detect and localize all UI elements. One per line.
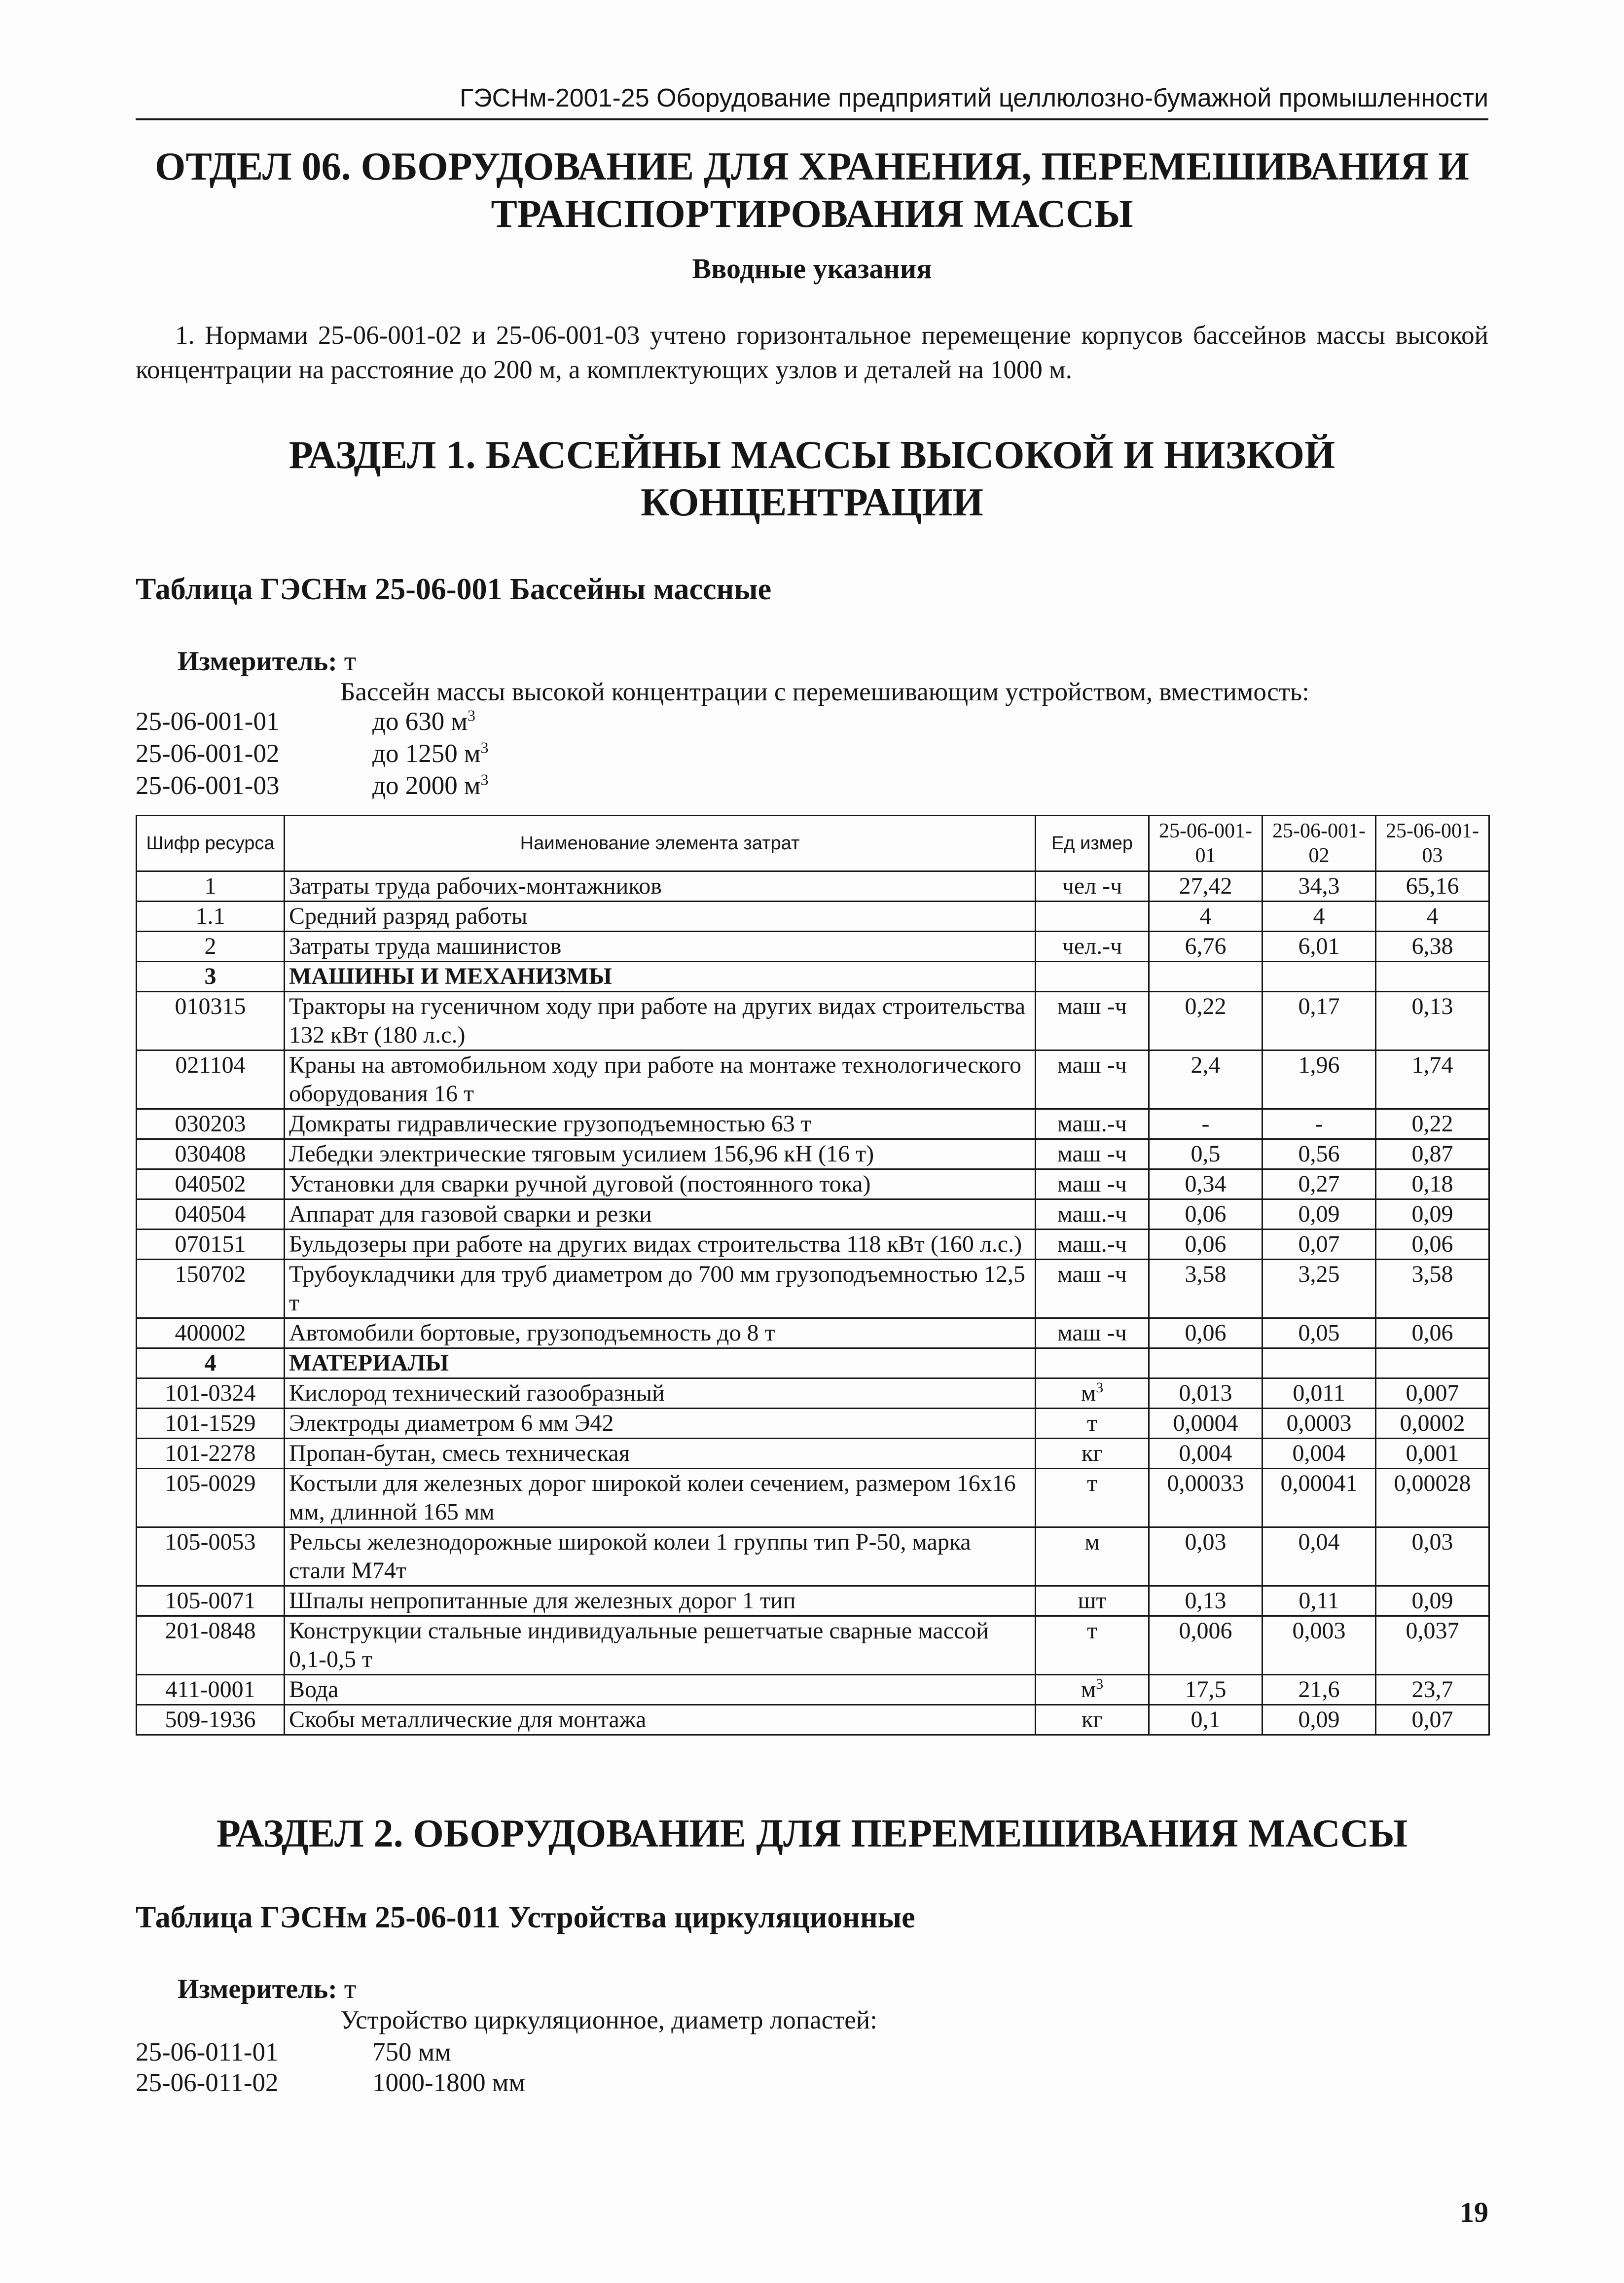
- resource-code: 105-0071: [137, 1586, 285, 1616]
- resource-code: 030203: [137, 1109, 285, 1139]
- table-row: [137, 1230, 1489, 1260]
- value-col2: 0,17: [1263, 992, 1376, 1051]
- resource-name: МАТЕРИАЛЫ: [285, 1348, 1036, 1378]
- unit-text: маш.-ч: [1057, 1231, 1127, 1257]
- norm-code: 25-06-001-03: [136, 771, 280, 800]
- value-col3: 0,09: [1376, 1199, 1489, 1230]
- resource-name: Аппарат для газовой сварки и резки: [285, 1199, 1036, 1230]
- unit-text: м: [1081, 1676, 1096, 1703]
- resource-name: Конструкции стальные индивидуальные решетчатые сварные массой 0,1-0,5 т: [285, 1616, 1036, 1675]
- header-col2: 25-06-001-02: [1263, 816, 1376, 871]
- value-col1: 0,006: [1149, 1616, 1263, 1675]
- table-row: [137, 1469, 1489, 1527]
- value-col2: 0,56: [1263, 1139, 1376, 1169]
- resource-name: МАШИНЫ И МЕХАНИЗМЫ: [285, 962, 1036, 992]
- resource-unit: [1036, 1705, 1149, 1735]
- table1-code-row: [136, 770, 1122, 801]
- value-col3: 0,07: [1376, 1705, 1489, 1735]
- value-col3: 0,22: [1376, 1109, 1489, 1139]
- resource-unit: [1036, 1139, 1149, 1169]
- unit-text: маш -ч: [1057, 1052, 1127, 1078]
- resource-unit: [1036, 1616, 1149, 1675]
- table-row: [137, 902, 1489, 932]
- unit-text: маш -ч: [1057, 1320, 1127, 1346]
- unit-text: маш.-ч: [1057, 1111, 1127, 1137]
- value-col3: 65,16: [1376, 871, 1489, 902]
- resource-code: 2: [137, 932, 285, 962]
- unit-text: кг: [1081, 1440, 1103, 1466]
- resource-code: 010315: [137, 992, 285, 1051]
- unit-text: кг: [1081, 1706, 1103, 1733]
- resource-code: 1: [137, 871, 285, 902]
- resource-unit: [1036, 932, 1149, 962]
- value-col2: 0,0003: [1263, 1409, 1376, 1439]
- resource-unit: [1036, 902, 1149, 932]
- resource-code: 021104: [137, 1051, 285, 1109]
- resource-name: Бульдозеры при работе на других видах строительства 118 кВт (160 л.с.): [285, 1230, 1036, 1260]
- value-col2: 0,00041: [1263, 1469, 1376, 1527]
- unit-text: м: [1081, 1380, 1096, 1406]
- value-col1: 6,76: [1149, 932, 1263, 962]
- table-row: [137, 1616, 1489, 1675]
- resource-unit: [1036, 1318, 1149, 1348]
- value-col3: 0,037: [1376, 1616, 1489, 1675]
- value-col2: 3,25: [1263, 1260, 1376, 1318]
- value-col1: 4: [1149, 902, 1263, 932]
- table-body: [137, 871, 1489, 1735]
- norm-code: 25-06-011-02: [136, 2068, 279, 2097]
- unit-text: т: [1087, 1410, 1097, 1436]
- table-row: [137, 1051, 1489, 1109]
- resource-unit: [1036, 1109, 1149, 1139]
- norm-code: 25-06-001-01: [136, 707, 280, 736]
- unit-text: маш -ч: [1057, 1261, 1127, 1287]
- value-col2: 1,96: [1263, 1051, 1376, 1109]
- value-col2: 0,05: [1263, 1318, 1376, 1348]
- norm-code: 25-06-011-01: [136, 2038, 279, 2066]
- resource-name: Краны на автомобильном ходу при работе на монтаже технологического оборудования 16 т: [285, 1051, 1036, 1109]
- table-row: [137, 992, 1489, 1051]
- resource-unit: [1036, 962, 1149, 992]
- value-col1: 0,00033: [1149, 1469, 1263, 1527]
- resource-code: 101-2278: [137, 1439, 285, 1469]
- value-col2: 0,04: [1263, 1527, 1376, 1586]
- table-row: [137, 871, 1489, 902]
- resource-name: Автомобили бортовые, грузоподъемность до 8 т: [285, 1318, 1036, 1348]
- value-col2: [1263, 1348, 1376, 1378]
- resource-name: Домкраты гидравлические грузоподъемностью 63 т: [285, 1109, 1036, 1139]
- value-col3: 0,00028: [1376, 1469, 1489, 1527]
- norm-value: 1000-1800 мм: [372, 2068, 525, 2097]
- resource-unit: [1036, 1260, 1149, 1318]
- value-col1: 0,22: [1149, 992, 1263, 1051]
- value-col3: 0,06: [1376, 1230, 1489, 1260]
- value-col1: 0,5: [1149, 1139, 1263, 1169]
- resource-name: Лебедки электрические тяговым усилием 156,96 кН (16 т): [285, 1139, 1036, 1169]
- department-title: ОТДЕЛ 06. ОБОРУДОВАНИЕ ДЛЯ ХРАНЕНИЯ, ПЕРЕМЕШИВАНИЯ И ТРАНСПОРТИРОВАНИЯ МАССЫ: [155, 145, 1469, 236]
- value-col2: 0,011: [1263, 1378, 1376, 1409]
- unit-superscript: 3: [480, 770, 489, 789]
- table1-measurer: [178, 645, 356, 678]
- table2-description: Устройство циркуляционное, диаметр лопастей:: [340, 2006, 877, 2034]
- resource-name: Электроды диаметром 6 мм Э42: [285, 1409, 1036, 1439]
- measurer-value: т: [344, 1974, 357, 2004]
- resource-unit: [1036, 871, 1149, 902]
- resource-name: Трубоукладчики для труб диаметром до 700 мм грузоподъемностью 12,5 т: [285, 1260, 1036, 1318]
- value-col1: 0,34: [1149, 1169, 1263, 1199]
- table-header-row: [137, 816, 1489, 871]
- table-row: [137, 1527, 1489, 1586]
- resource-code: 105-0029: [137, 1469, 285, 1527]
- value-col2: 21,6: [1263, 1675, 1376, 1705]
- unit-text: чел -ч: [1062, 873, 1122, 899]
- value-col1: 0,06: [1149, 1318, 1263, 1348]
- value-col3: [1376, 1348, 1489, 1378]
- value-col2: 0,07: [1263, 1230, 1376, 1260]
- value-col3: 0,0002: [1376, 1409, 1489, 1439]
- resource-unit: [1036, 992, 1149, 1051]
- value-col3: 0,001: [1376, 1439, 1489, 1469]
- unit-superscript: 3: [480, 738, 489, 757]
- value-col1: [1149, 1348, 1263, 1378]
- table-row: [137, 1675, 1489, 1705]
- header-unit: Ед измер: [1036, 816, 1149, 871]
- unit-text: шт: [1078, 1588, 1107, 1614]
- resource-code: 3: [137, 962, 285, 992]
- intro-text: 1. Нормами 25-06-001-02 и 25-06-001-03 учтено горизонтальное перемещение корпусов бассейнов массы высокой концентрации на расстояние до 200 м, а комплектующих узлов и деталей на 1000 м.: [136, 321, 1488, 384]
- resource-code: 400002: [137, 1318, 285, 1348]
- unit-text: маш.-ч: [1057, 1201, 1127, 1227]
- resource-code: 070151: [137, 1230, 285, 1260]
- value-col1: 17,5: [1149, 1675, 1263, 1705]
- value-col3: 0,09: [1376, 1586, 1489, 1616]
- table-row: [137, 1586, 1489, 1616]
- resource-code: 150702: [137, 1260, 285, 1318]
- table-row: [137, 1109, 1489, 1139]
- value-col2: 0,27: [1263, 1169, 1376, 1199]
- table1-description: Бассейн массы высокой концентрации с перемешивающим устройством, вместимость:: [340, 678, 1309, 706]
- resource-code: 1.1: [137, 902, 285, 932]
- table-row: [137, 1169, 1489, 1199]
- value-col3: 0,03: [1376, 1527, 1489, 1586]
- value-col2: 0,004: [1263, 1439, 1376, 1469]
- measurer-label: Измеритель:: [178, 646, 337, 677]
- value-col1: -: [1149, 1109, 1263, 1139]
- unit-superscript: 3: [468, 706, 476, 725]
- resource-code: 040504: [137, 1199, 285, 1230]
- value-col1: 3,58: [1149, 1260, 1263, 1318]
- value-col3: 0,13: [1376, 992, 1489, 1051]
- header-code: Шифр ресурса: [137, 816, 285, 871]
- value-col3: 3,58: [1376, 1260, 1489, 1318]
- table1-title: Таблица ГЭСНм 25-06-001 Бассейны массные: [136, 573, 772, 606]
- resource-name: Пропан-бутан, смесь техническая: [285, 1439, 1036, 1469]
- page-number: 19: [1460, 2196, 1488, 2228]
- value-col2: -: [1263, 1109, 1376, 1139]
- resource-name: Костыли для железных дорог широкой колеи сечением, размером 16х16 мм, длинной 165 мм: [285, 1469, 1036, 1527]
- resource-name: Затраты труда машинистов: [285, 932, 1036, 962]
- section2-title: РАЗДЕЛ 2. ОБОРУДОВАНИЕ ДЛЯ ПЕРЕМЕШИВАНИЯ МАССЫ: [216, 1812, 1408, 1855]
- section1-title: РАЗДЕЛ 1. БАССЕЙНЫ МАССЫ ВЫСОКОЙ И НИЗКОЙ КОНЦЕНТРАЦИИ: [289, 434, 1335, 524]
- value-col2: 0,003: [1263, 1616, 1376, 1675]
- value-col3: 0,007: [1376, 1378, 1489, 1409]
- measurer-label: Измеритель:: [178, 1974, 337, 2004]
- value-col3: [1376, 962, 1489, 992]
- value-col1: 0,004: [1149, 1439, 1263, 1469]
- resource-name: Установки для сварки ручной дуговой (постоянного тока): [285, 1169, 1036, 1199]
- value-col2: 0,11: [1263, 1586, 1376, 1616]
- unit-superscript: 3: [1096, 1379, 1104, 1396]
- intro-heading: Вводные указания: [692, 253, 932, 285]
- header-col3: 25-06-001-03: [1376, 816, 1489, 871]
- value-col2: 0,09: [1263, 1199, 1376, 1230]
- value-col1: 27,42: [1149, 871, 1263, 902]
- resource-unit: [1036, 1199, 1149, 1230]
- value-col2: 0,09: [1263, 1705, 1376, 1735]
- resource-name: Вода: [285, 1675, 1036, 1705]
- resource-name: Скобы металлические для монтажа: [285, 1705, 1036, 1735]
- table-row: [137, 1199, 1489, 1230]
- resource-name: Кислород технический газообразный: [285, 1378, 1036, 1409]
- table1-code-row: [136, 738, 1122, 769]
- table2-code-row: [136, 2067, 1122, 2098]
- value-col1: 0,1: [1149, 1705, 1263, 1735]
- resource-unit: [1036, 1409, 1149, 1439]
- resource-code: 101-1529: [137, 1409, 285, 1439]
- value-col1: 0,06: [1149, 1199, 1263, 1230]
- running-header: ГЭСНм-2001-25 Оборудование предприятий целлюлозно-бумажной промышленности: [136, 83, 1488, 120]
- norm-value: до 630 м: [372, 707, 468, 736]
- value-col2: [1263, 962, 1376, 992]
- resource-code: 509-1936: [137, 1705, 285, 1735]
- resource-unit: [1036, 1051, 1149, 1109]
- table-row: [137, 1260, 1489, 1318]
- resource-code: 101-0324: [137, 1378, 285, 1409]
- value-col3: 0,06: [1376, 1318, 1489, 1348]
- table-row: [137, 1139, 1489, 1169]
- value-col3: 1,74: [1376, 1051, 1489, 1109]
- resource-unit: [1036, 1586, 1149, 1616]
- value-col1: 0,06: [1149, 1230, 1263, 1260]
- value-col1: 0,013: [1149, 1378, 1263, 1409]
- value-col1: 2,4: [1149, 1051, 1263, 1109]
- table-row: [137, 1378, 1489, 1409]
- table-row: [137, 1318, 1489, 1348]
- resource-code: 4: [137, 1348, 285, 1378]
- value-col1: [1149, 962, 1263, 992]
- resource-unit: [1036, 1169, 1149, 1199]
- value-col1: 0,03: [1149, 1527, 1263, 1586]
- value-col1: 0,0004: [1149, 1409, 1263, 1439]
- unit-text: маш -ч: [1057, 1141, 1127, 1167]
- unit-superscript: 3: [1096, 1676, 1104, 1692]
- table-row: [137, 932, 1489, 962]
- resource-code: 411-0001: [137, 1675, 285, 1705]
- table-group-row: [137, 1348, 1489, 1378]
- table-row: [137, 1409, 1489, 1439]
- resource-name: Средний разряд работы: [285, 902, 1036, 932]
- header-col1: 25-06-001-01: [1149, 816, 1263, 871]
- value-col2: 4: [1263, 902, 1376, 932]
- resource-unit: [1036, 1527, 1149, 1586]
- resource-name: Затраты труда рабочих-монтажников: [285, 871, 1036, 902]
- norm-value: 750 мм: [372, 2038, 451, 2066]
- unit-text: т: [1087, 1470, 1097, 1496]
- norm-value: до 1250 м: [372, 739, 481, 768]
- unit-text: чел.-ч: [1062, 933, 1122, 959]
- value-col3: 6,38: [1376, 932, 1489, 962]
- resource-unit: [1036, 1469, 1149, 1527]
- value-col3: 23,7: [1376, 1675, 1489, 1705]
- value-col2: 6,01: [1263, 932, 1376, 962]
- value-col3: 0,18: [1376, 1169, 1489, 1199]
- resource-code: 040502: [137, 1169, 285, 1199]
- resource-unit: [1036, 1348, 1149, 1378]
- unit-text: м: [1084, 1529, 1100, 1555]
- unit-text: маш -ч: [1057, 1171, 1127, 1197]
- measurer-value: т: [344, 646, 357, 677]
- header-name: Наименование элемента затрат: [285, 816, 1036, 871]
- resource-unit: [1036, 1675, 1149, 1705]
- resource-name: Рельсы железнодорожные широкой колеи 1 группы тип Р-50, марка стали М74т: [285, 1527, 1036, 1586]
- unit-text: маш -ч: [1057, 993, 1127, 1019]
- resource-code: 105-0053: [137, 1527, 285, 1586]
- value-col2: 34,3: [1263, 871, 1376, 902]
- norm-code: 25-06-001-02: [136, 739, 280, 768]
- resource-code: 201-0848: [137, 1616, 285, 1675]
- table-group-row: [137, 962, 1489, 992]
- resource-name: Шпалы непропитанные для железных дорог 1 тип: [285, 1586, 1036, 1616]
- table1-code-row: [136, 706, 1122, 737]
- unit-text: т: [1087, 1618, 1097, 1644]
- value-col3: 4: [1376, 902, 1489, 932]
- table2-measurer: [178, 1973, 356, 2005]
- resource-unit: [1036, 1230, 1149, 1260]
- value-col1: 0,13: [1149, 1586, 1263, 1616]
- table-row: [137, 1705, 1489, 1735]
- table2-code-row: [136, 2037, 1122, 2067]
- resource-name: Тракторы на гусеничном ходу при работе на других видах строительства 132 кВт (180 л.с.): [285, 992, 1036, 1051]
- resource-unit: [1036, 1378, 1149, 1409]
- table-row: [137, 1439, 1489, 1469]
- resource-unit: [1036, 1439, 1149, 1469]
- table2-title: Таблица ГЭСНм 25-06-011 Устройства циркуляционные: [136, 1901, 915, 1934]
- norm-value: до 2000 м: [372, 771, 481, 800]
- value-col3: 0,87: [1376, 1139, 1489, 1169]
- resource-code: 030408: [137, 1139, 285, 1169]
- resource-table: [136, 815, 1490, 1736]
